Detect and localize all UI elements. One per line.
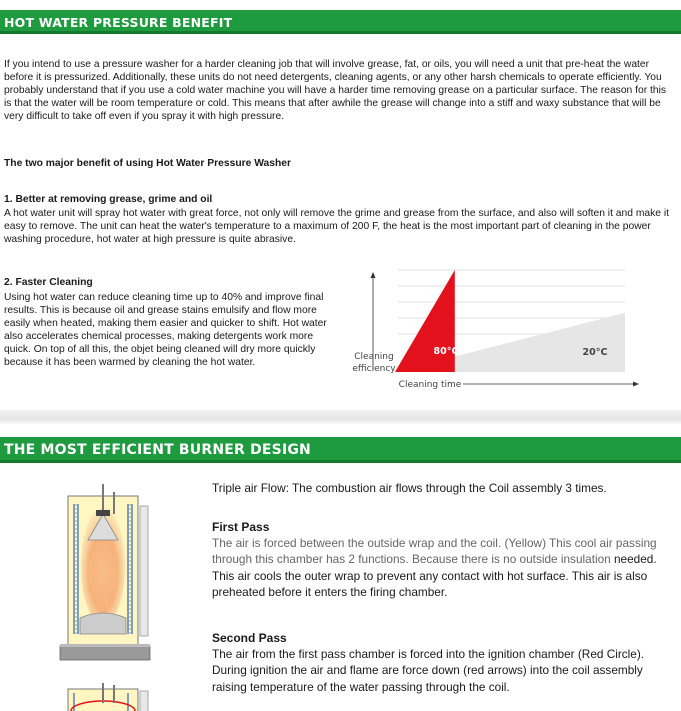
series-label-20c: 20°C bbox=[582, 347, 608, 358]
banner-shadow bbox=[0, 460, 681, 463]
benefits-subheading: The two major benefit of using Hot Water Pressure Washer bbox=[4, 158, 292, 169]
first-pass-body-dark: needed. This air cools the outer wrap to prevent any contact with hot surface. This air is also preheated before it enters the firing chamber. bbox=[212, 552, 657, 600]
y-axis-label-line-2: efficiency bbox=[352, 364, 396, 374]
benefit-1-title: 1. Better at removing grease, grime and oil bbox=[4, 194, 213, 205]
cleaning-efficiency-chart bbox=[345, 262, 645, 412]
y-axis-label-line-1: Cleaning bbox=[354, 352, 394, 362]
section-title: HOT WATER PRESSURE BENEFIT bbox=[4, 15, 233, 30]
burner-intro: Triple air Flow: The combustion air flows through the Coil assembly 3 times. bbox=[212, 481, 607, 495]
benefit-2-body: Using hot water can reduce cleaning time up to 40% and improve final results. This is because oil and grease stains emulsify and flow more easily when heated, making them easier and quicker to shift. Hot water also accelerates chemical processes, making detergents work more quick. On top of all this, the objet being cleaned will dry more quickly because it has been warmed by cleaning the hot water. bbox=[4, 292, 327, 368]
banner-shadow bbox=[0, 31, 681, 34]
burner-cutaway-illustration-2 bbox=[58, 683, 168, 711]
benefit-1-body: A hot water unit will spray hot water with great force, not only will remove the grime and grease from the surface, and also will soften it and make it easy to remove. The unit can heat the water's temperature to a maximum of 200 F, the heat is the most important part of cleaning in the power washing procedure, hot water at high pressure is quite abrasive. bbox=[4, 208, 670, 245]
second-pass-title: Second Pass bbox=[212, 631, 287, 645]
second-pass-body: The air from the first pass chamber is forced into the ignition chamber (Red Circle). During ignition the air and flame are force down (red arrows) into the coil assembly raising temperature of the water passing through the coil. bbox=[212, 647, 645, 694]
section-banner-burner-design bbox=[0, 437, 681, 463]
intro-paragraph: If you intend to use a pressure washer for a harder cleaning job that will involve grease, fat, or oils, you will need a unit that pre-heat the water before it is pressurized. Additionally, these units do not need detergents, cleaning agents, or any other harsh chemicals to operate efficiently. You probably understand that if you use a cold water machine you will have a harder time removing grease on a particular surface. The reason for this is that the water will be room temperature or cold. This means that after awhile the grease will change into a stiff and waxy substance that will be very difficult to take off even if you spray it with high pressure. bbox=[4, 59, 667, 122]
section-title: THE MOST EFFICIENT BURNER DESIGN bbox=[4, 442, 311, 458]
first-pass-body bbox=[212, 535, 664, 601]
first-pass-body-grey: The air is forced between the outside wrap and the coil. (Yellow) This cool air passing through this chamber has 2 functions. Because there is no outside insulation bbox=[212, 536, 657, 567]
series-label-80c: 80°C bbox=[433, 346, 459, 357]
x-axis-label: Cleaning time bbox=[398, 380, 462, 390]
benefit-2-title: 2. Faster Cleaning bbox=[4, 277, 93, 288]
section-divider bbox=[0, 410, 681, 424]
burner-cutaway-illustration bbox=[58, 484, 168, 664]
first-pass-title: First Pass bbox=[212, 520, 270, 534]
section-banner-hot-water bbox=[0, 10, 681, 34]
